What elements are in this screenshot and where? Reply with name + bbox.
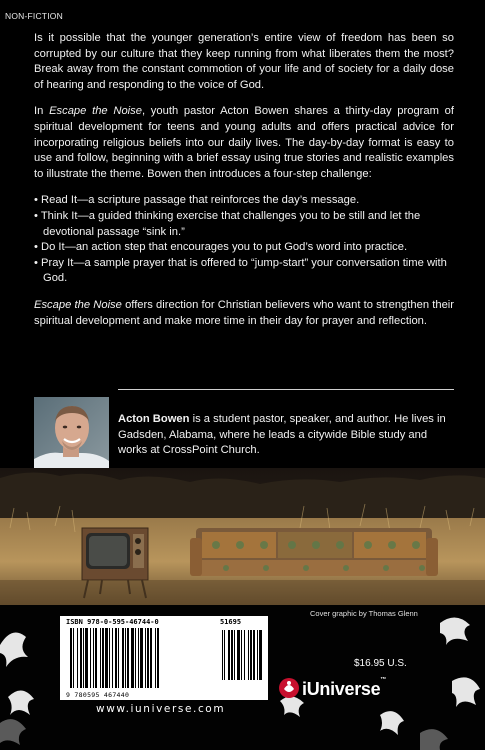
barcode-bar — [122, 628, 124, 688]
iuniverse-swirl-icon — [278, 677, 300, 699]
price-barcode-bar — [224, 630, 225, 680]
author-bio: Acton Bowen is a student pastor, speaker, and author. He lives in Gadsden, Alabama, where he leads a citywide Bible study and works at CrossPoint Church. — [118, 413, 446, 457]
price-barcode-bar — [228, 630, 230, 680]
barcode-bar — [118, 628, 119, 688]
barcode-bar — [90, 628, 91, 688]
barcode-bar — [115, 628, 117, 688]
barcode-bar — [127, 628, 129, 688]
barcode-bar — [157, 628, 159, 688]
price-barcode-bar — [231, 630, 233, 680]
barcode-bar — [140, 628, 143, 688]
price-barcode-bar — [250, 630, 252, 680]
barcode-bar — [125, 628, 126, 688]
price: $16.95 U.S. — [354, 658, 407, 669]
barcode-bar — [105, 628, 108, 688]
website-url: www.iuniverse.com — [96, 703, 226, 715]
barcode-bar — [95, 628, 97, 688]
price-code: 51695 — [220, 618, 242, 626]
cover-photo-field-tv-couch — [0, 468, 485, 605]
price-barcode-bar — [234, 630, 235, 680]
barcode-bar — [100, 628, 101, 688]
barcode-bar — [85, 628, 88, 688]
intro-paragraph: Is it possible that the younger generation’s entire view of freedom has been so corrupted by our culture that they keep running from what liberates them the most? Break away from the constant commotion of your life and of society for a daily dose of hearing and responding to the voice of God. — [34, 32, 454, 91]
isbn-barcode — [60, 616, 268, 700]
price-barcode-bar — [237, 630, 240, 680]
barcode-bar — [77, 628, 78, 688]
barcode-bar — [83, 628, 84, 688]
barcode-bar — [155, 628, 156, 688]
step-pray-it: • Pray It—a sample prayer that is offered to “jump-start” your conversation time with God. — [34, 256, 447, 285]
four-step-list — [34, 193, 454, 287]
price-barcode-bar — [248, 630, 249, 680]
step-read-it: • Read It—a scripture passage that reinforces the day’s message. — [34, 194, 360, 207]
author-name: Acton Bowen — [118, 413, 190, 425]
book-title: Escape the Noise — [34, 298, 122, 311]
step-do-it: • Do It—an action step that encourages you to put God’s word into practice. — [34, 241, 408, 254]
genre-label: NON-FICTION — [5, 11, 63, 21]
barcode-bar — [150, 628, 152, 688]
barcode-bar — [147, 628, 149, 688]
publisher-logo: iUniverse™ — [278, 677, 386, 700]
divider — [118, 389, 454, 390]
summary-paragraph: In Escape the Noise, youth pastor Acton Bowen shares a thirty-day program of spiritual development for teens and young adults and offers practical advice for incorporating religious beliefs into our daily lives. The day-by-day format is easy to use and follow, beginning with a brief essay using true stories and realistic examples to illustrate the theme. Bowen then introduces a four-step challenge: — [34, 105, 454, 180]
isbn-text: ISBN 978-0-595-46744-0 — [66, 618, 159, 626]
author-photo — [34, 397, 109, 473]
barcode-bar — [131, 628, 134, 688]
patterned-couch — [190, 528, 438, 576]
book-title: Escape the Noise — [49, 105, 142, 118]
price-barcode-bar — [253, 630, 255, 680]
barcode-bar — [93, 628, 94, 688]
price-barcode-bar — [222, 630, 223, 680]
price-barcode-bar — [257, 630, 258, 680]
step-think-it: • Think It—a guided thinking exercise that challenges you to be still and let the devotional passage “sink in.” — [34, 209, 421, 238]
barcode-number: 9 780595 467440 — [66, 691, 130, 699]
barcode-bar — [102, 628, 104, 688]
price-barcode-bar — [259, 630, 262, 680]
cover-credit: Cover graphic by Thomas Glenn — [310, 609, 418, 618]
barcode-bar — [73, 628, 74, 688]
barcode-bar — [109, 628, 110, 688]
barcode-bar — [135, 628, 136, 688]
closing-paragraph: Escape the Noise offers direction for Christian believers who want to strengthen their spiritual development and make more time in their day for prayer and reflection. — [34, 298, 455, 327]
barcode-bar — [112, 628, 113, 688]
barcode-bar — [138, 628, 139, 688]
barcode-bar — [145, 628, 146, 688]
price-barcode-bar — [244, 630, 245, 680]
back-cover-copy — [34, 31, 454, 340]
barcode-bar — [80, 628, 82, 688]
price-barcode-bar — [241, 630, 242, 680]
barcode-bar — [70, 628, 72, 688]
